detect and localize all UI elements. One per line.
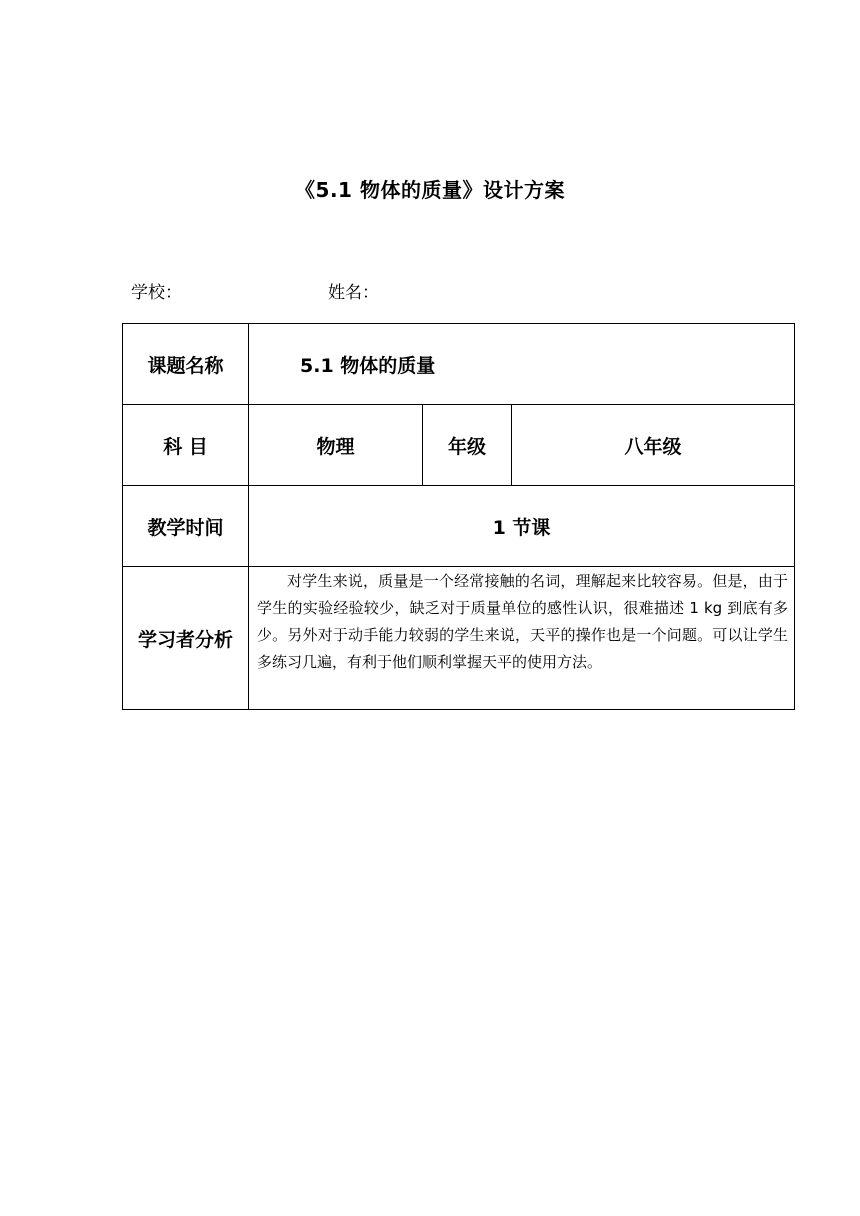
analysis-label: 学习者分析 [123, 567, 249, 710]
analysis-row [123, 567, 795, 710]
time-label: 教学时间 [123, 486, 249, 567]
school-label: 学校： [131, 283, 182, 303]
topic-value: 5.1 物体的质量 [249, 324, 795, 405]
time-row [123, 486, 795, 567]
grade-value: 八年级 [512, 405, 795, 486]
time-value: 1 节课 [249, 486, 795, 567]
document-title: 《5.1 物体的质量》设计方案 [295, 178, 565, 202]
subject-value: 物理 [249, 405, 423, 486]
subject-label: 科 目 [123, 405, 249, 486]
lesson-plan-table [122, 323, 795, 710]
analysis-text: 对学生来说，质量是一个经常接触的名词，理解起来比较容易。但是，由于学生的实验经验较少，缺乏对于质量单位的感性认识，很难描述 1 kg 到底有多少。另外对于动手能力较弱的学生来说，天平的操作也是一个问题。可以让学生多练习几遍，有利于他们顺利掌握天平的使用方法。 [257, 572, 789, 671]
topic-row [123, 324, 795, 405]
name-label: 姓名： [328, 283, 379, 303]
analysis-text-cell [249, 567, 795, 710]
topic-label: 课题名称 [123, 324, 249, 405]
grade-label: 年级 [423, 405, 512, 486]
subject-row [123, 405, 795, 486]
